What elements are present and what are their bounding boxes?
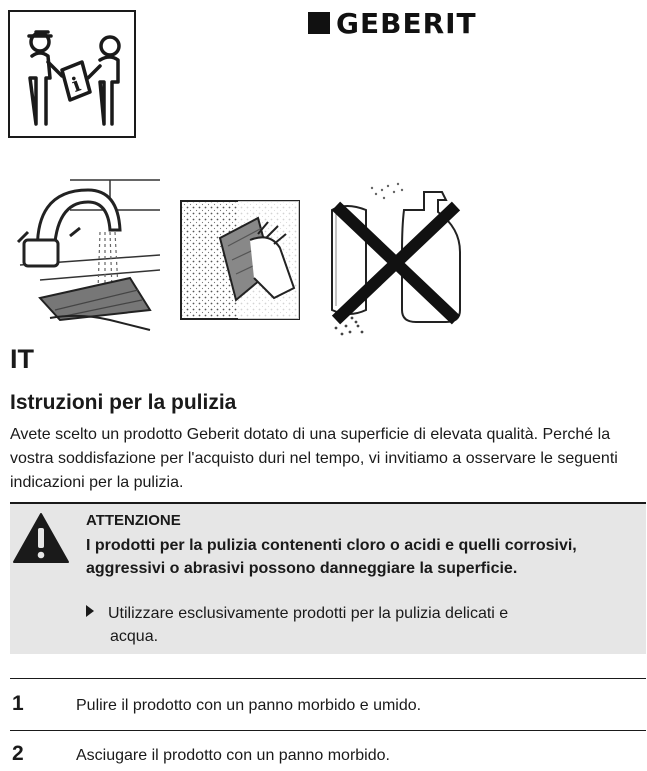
section-title: Istruzioni per la pulizia [10,391,237,414]
warning-text: I prodotti per la pulizia contenenti cloro o acidi e quelli corrosivi, aggressivi o abrasivi possono danneggiare la superficie. [86,537,577,577]
step-2-number: 2 [12,742,24,765]
logo-mark [308,12,330,34]
person-handing-info-document-to-person-icon [10,12,134,136]
step-2-text: Asciugare il prodotto con un panno morbido. [76,747,390,764]
brand-name: GEBERIT [336,6,477,40]
illustration-wipe-surface [180,200,300,320]
intro-paragraph: Avete scelto un prodotto Geberit dotato di una superficie di elevata qualità. Perché la vostra soddisfazione per l'acquisto duri nel tempo, vi invitiamo a osservare le seguenti indicazioni per la pulizia. [10,426,618,491]
illustration-no-chemicals [322,170,472,338]
hand-wiping-surface-with-cloth-icon [180,200,300,320]
brand-logo [308,6,477,40]
warning-triangle-icon [12,512,70,564]
step-1-text: Pulire il prodotto con un panno morbido e umido. [76,697,422,714]
warning-title: ATTENZIONE [86,512,181,529]
warning-instruction-line1: Utilizzare esclusivamente prodotti per la pulizia delicati e [108,605,509,622]
illustration-rinse-cloth [10,170,160,335]
step-1-number: 1 [12,692,24,715]
warning-instruction-line2: acqua. [110,628,159,645]
step-divider [10,730,646,731]
svg-text:i: i [68,71,84,97]
language-code: IT [10,344,34,374]
no-chemical-cleaners-crossed-icon [322,170,472,338]
hand-rinsing-cloth-under-tap-icon [10,170,160,335]
warning-instruction [86,602,631,648]
triangle-bullet-icon [86,605,94,617]
step-divider [10,678,646,679]
handover-pictogram [8,10,136,138]
